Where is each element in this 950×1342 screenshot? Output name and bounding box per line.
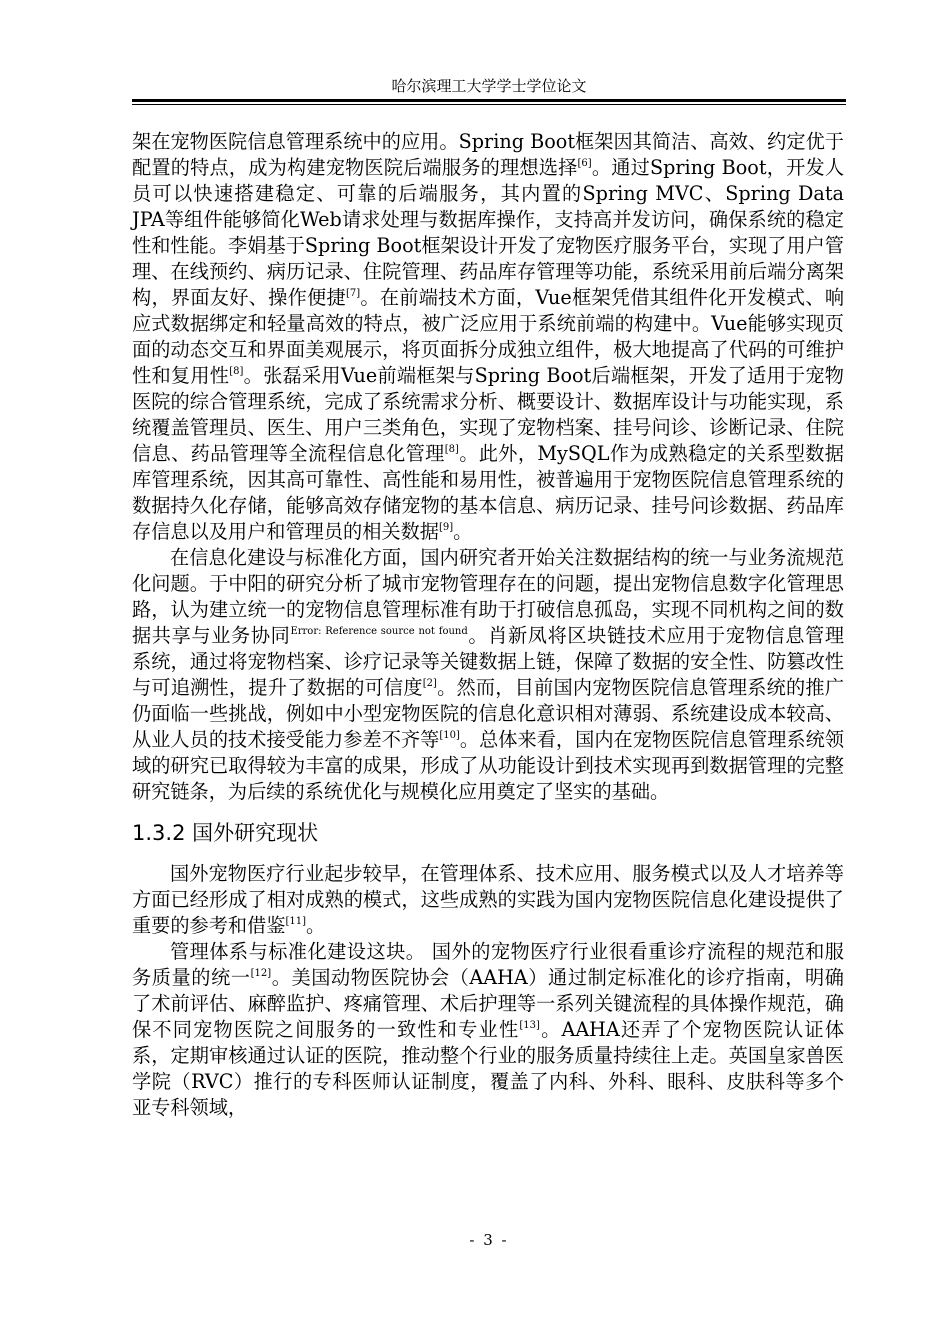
paragraph-3	[132, 861, 844, 939]
citation: [11]	[285, 916, 307, 927]
citation: [9]	[439, 522, 454, 533]
running-header: 哈尔滨理工大学学士学位论文	[391, 77, 587, 95]
header-rule-thin	[132, 104, 846, 105]
citation: [13]	[519, 1020, 540, 1031]
text-run: 国外宠物医疗行业起步较早，在管理体系、技术应用、服务模式以及人才培养等方面已经形成了相对成熟的模式，这些成熟的实践为国内宠物医院信息化建设提供了重要的参考和借鉴	[132, 862, 844, 937]
paragraph-1	[132, 129, 844, 545]
text-run: 管理体系与标准化建设这块。 国外的宠物医疗行业很看重诊疗流程的规范和服务质量的统一	[132, 940, 844, 989]
text-run: 。美国动物医院协会（AAHA）通过制定标准化的诊疗指南，明确了术前评估、麻醉监护、疼痛管理、术后护理等一系列关键流程的具体操作规范，确保不同宠物医院之间服务的一致性和专业性	[132, 966, 844, 1041]
text-run: 。总体来看，国内在宠物医院信息管理系统领域的研究已取得较为丰富的成果，形成了从功能设计到技术实现再到数据管理的完整研究链条，为后续的系统优化与规模化应用奠定了坚实的基础。	[132, 728, 845, 803]
text-run: 。肖新凤将区块链技术应用于宠物信息管理系统，通过将宠物档案、诊疗记录等关键数据上链，保障了数据的安全性、防篡改性与可追溯性，提升了数据的可信度	[132, 624, 845, 699]
text-run: 。此外，MySQL作为成熟稳定的关系型数据库管理系统，因其高可靠性、高性能和易用性，被普遍用于宠物医院信息管理系统的数据持久化存储，能够高效存储宠物的基本信息、病历记录、挂号问诊数据、药品库存信息以及用户和管理员的相关数据	[132, 442, 844, 543]
citation: [8]	[229, 366, 244, 377]
text-run: 。然而，目前国内宠物医院信息管理系统的推广仍面临一些挑战，例如中小型宠物医院的信息化意识相对薄弱、系统建设成本较高、从业人员的技术接受能力参差不齐等	[132, 676, 845, 751]
header-rule-thick	[132, 99, 846, 102]
page-number: - 3 -	[469, 1231, 509, 1249]
text-run: 架在宠物医院信息管理系统中的应用。Spring Boot框架因其简洁、高效、约定优于配置的特点，成为构建宠物医院后端服务的理想选择	[132, 130, 844, 179]
text-run: 。张磊采用Vue前端框架与Spring Boot后端框架，开发了适用于宠物医院的综合管理系统，完成了系统需求分析、概要设计、数据库设计与功能实现，系统覆盖管理员、医生、用户三类角色，实现了宠物档案、挂号问诊、诊断记录、住院信息、药品管理等全流程信息化管理	[132, 364, 844, 465]
citation: [7]	[345, 288, 361, 299]
text-run: 。	[306, 914, 326, 937]
text-run: 在信息化建设与标准化方面，国内研究者开始关注数据结构的统一与业务流规范化问题。于中阳的研究分析了城市宠物管理存在的问题，提出宠物信息数字化管理思路，认为建立统一的宠物信息管理标准有助于打破信息孤岛，实现不同机构之间的数据共享与业务协同	[132, 546, 844, 647]
citation: [2]	[422, 678, 437, 689]
reference-error: Error: Reference source not found	[290, 626, 468, 637]
citation: [6]	[577, 158, 592, 169]
text-run: 。通过Spring Boot，开发人员可以快速搭建稳定、可靠的后端服务，其内置的Spring MVC、Spring Data JPA等组件能够简化Web请求处理与数据库操作，支持高并发访问，确保系统的稳定性和性能。李娟基于Spring Boot框架设计开发了宠物医疗服务平台，实现了用户管理、在线预约、病历记录、住院管理、药品库存管理等功能，系统采用前后端分离架构，界面友好、操作便捷	[132, 156, 845, 309]
citation: [10]	[439, 730, 460, 741]
paragraph-2	[132, 545, 844, 805]
section-heading: 1.3.2 国外研究现状	[132, 821, 319, 845]
body-text	[132, 129, 844, 1121]
text-run: 。AAHA还弄了个宠物医院认证体系，定期审核通过认证的医院，推动整个行业的服务质量持续往上走。英国皇家兽医学院（RVC）推行的专科医师认证制度，覆盖了内科、外科、眼科、皮肤科等多个亚专科领域，	[132, 1018, 845, 1119]
text-run: 。在前端技术方面，Vue框架凭借其组件化开发模式、响应式数据绑定和轻量高效的特点，被广泛应用于系统前端的构建中。Vue能够实现页面的动态交互和界面美观展示，将页面拆分成独立组件，极大地提高了代码的可维护性和复用性	[132, 286, 845, 387]
citation: [8]	[444, 444, 459, 455]
citation: [12]	[250, 968, 272, 979]
paragraph-4	[132, 939, 844, 1121]
text-run: 。	[453, 520, 473, 543]
